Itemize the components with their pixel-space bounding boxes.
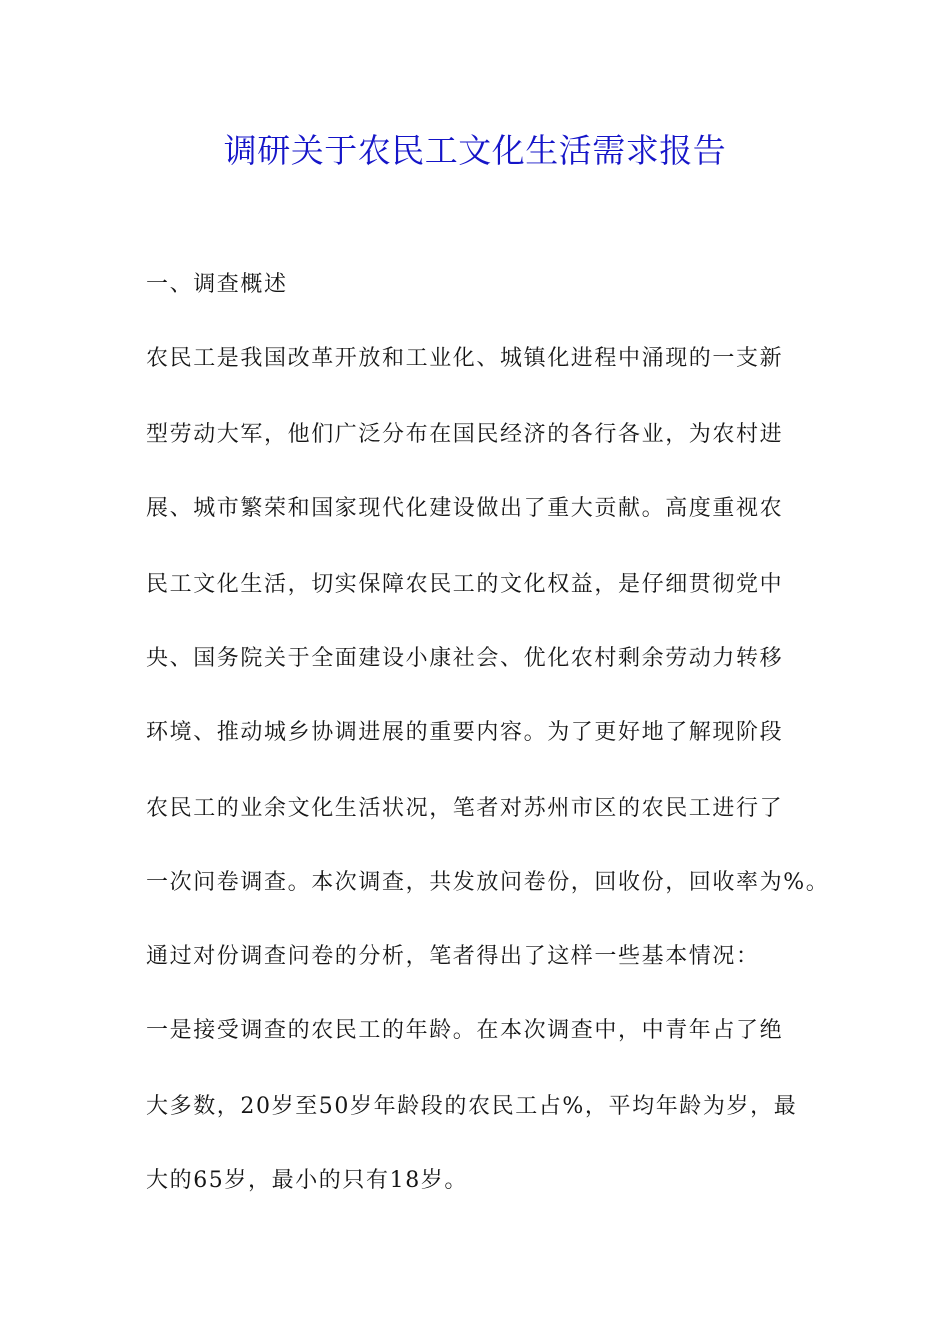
body-line: 央、国务院关于全面建设小康社会、优化农村剩余劳动力转移 (146, 646, 784, 671)
body-line: 展、城市繁荣和国家现代化建设做出了重大贡献。高度重视农 (146, 496, 784, 521)
body-line: 大多数，20岁至50岁年龄段的农民工占%，平均年龄为岁，最 (146, 1094, 798, 1119)
section-heading: 一、调查概述 (146, 272, 288, 297)
body-line: 通过对份调查问卷的分析，笔者得出了这样一些基本情况： (146, 944, 760, 969)
body-line: 一是接受调查的农民工的年龄。在本次调查中，中青年占了绝 (146, 1018, 784, 1043)
body-line: 型劳动大军，他们广泛分布在国民经济的各行各业，为农村进 (146, 422, 784, 447)
body-line: 农民工是我国改革开放和工业化、城镇化进程中涌现的一支新 (146, 346, 784, 371)
body-line: 大的65岁，最小的只有18岁。 (146, 1168, 468, 1193)
body-line: 民工文化生活，切实保障农民工的文化权益，是仔细贯彻党中 (146, 572, 784, 597)
body-line: 一次问卷调查。本次调查，共发放问卷份，回收份，回收率为%。 (146, 870, 830, 895)
body-line: 环境、推动城乡协调进展的重要内容。为了更好地了解现阶段 (146, 720, 784, 745)
document-title: 调研关于农民工文化生活需求报告 (223, 131, 727, 170)
body-line: 农民工的业余文化生活状况，笔者对苏州市区的农民工进行了 (146, 796, 784, 821)
